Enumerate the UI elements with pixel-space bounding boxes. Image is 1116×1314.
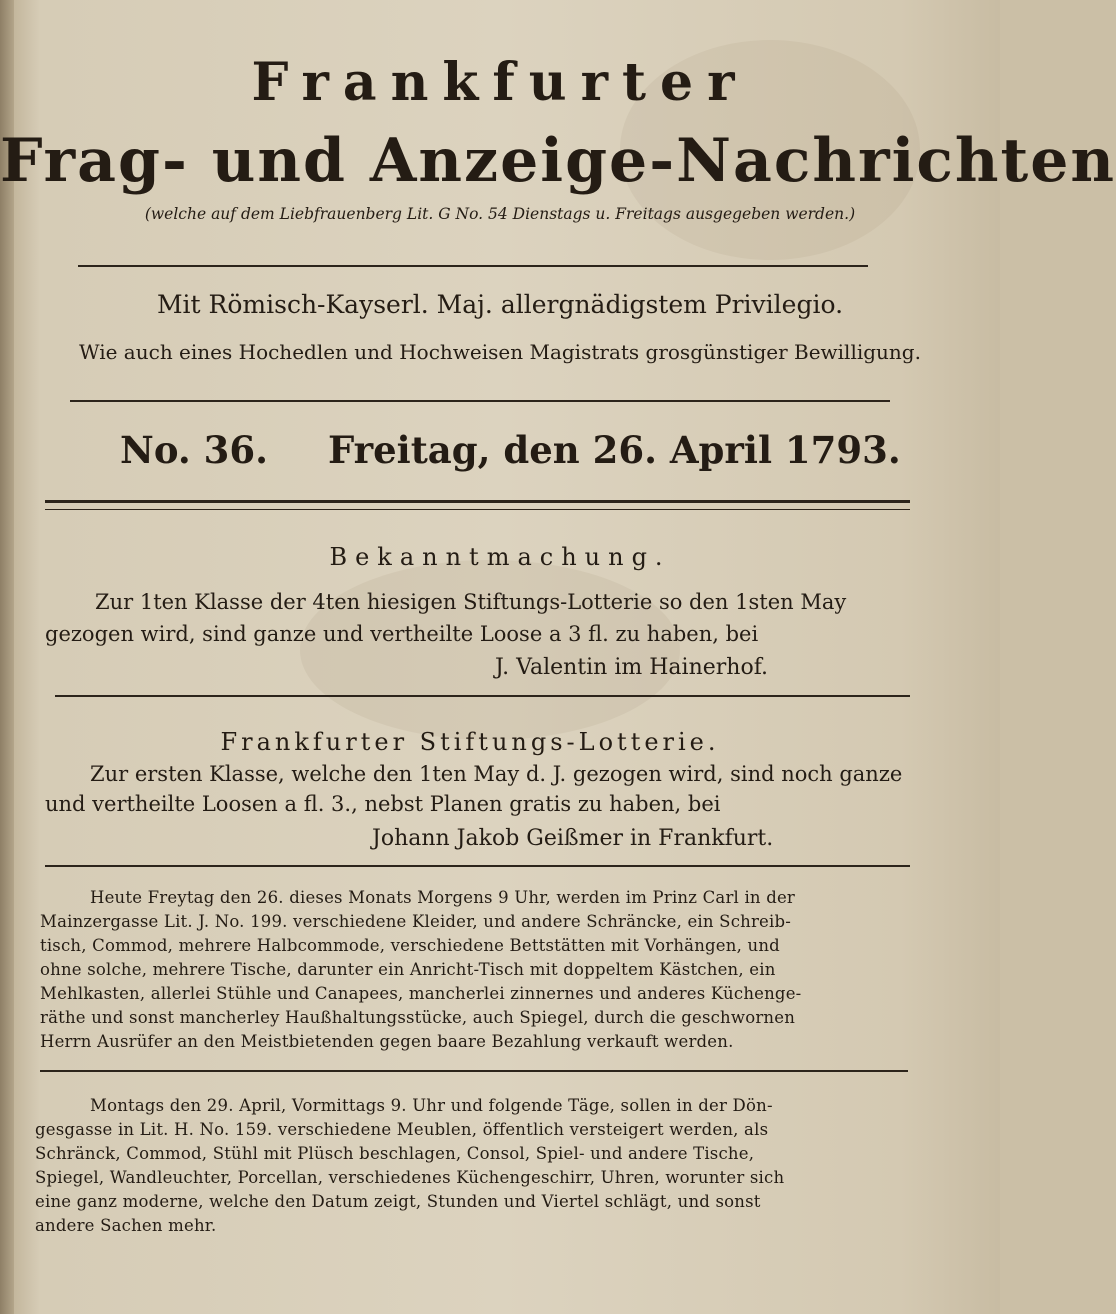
notice-heading: Frankfurter Stiftungs-Lotterie. [220,728,720,756]
notice-text-line: Herrn Ausrüfer an den Meistbietenden gegen baare Bezahlung verkauft werden. [40,1032,734,1051]
notice-text-line: Zur 1ten Klasse der 4ten hiesigen Stiftungs-Lotterie so den 1sten May [95,590,847,614]
notice-text-line: Heute Freytag den 26. dieses Monats Morgens 9 Uhr, werden im Prinz Carl in der [90,888,796,907]
page-gutter [0,0,14,1314]
issue-number: No. 36. [120,428,268,472]
divider-rule [45,865,910,867]
notice-text-line: Montags den 29. April, Vormittags 9. Uhr und folgende Täge, sollen in der Dön- [90,1096,773,1115]
notice-text-line: eine ganz moderne, welche den Datum zeigt, Stunden und Viertel schlägt, und sonst [35,1192,761,1211]
double-rule-top [45,500,910,503]
notice-signature: J. Valentin im Hainerhof. [495,655,769,680]
divider-rule [78,265,868,267]
notice-text-line: Spiegel, Wandleuchter, Porcellan, verschiedenes Küchengeschirr, Uhren, worunter sich [35,1168,785,1187]
issue-dateline [120,428,961,472]
notice-text-line: Schränck, Commod, Stühl mit Plüsch beschlagen, Consol, Spiel- und andere Tische, [35,1144,755,1163]
privilege-line1: Mit Römisch-Kayserl. Maj. allergnädigstem Privilegio. [156,290,844,319]
notice-text-line: ohne solche, mehrere Tische, darunter ein Anricht-Tisch mit doppeltem Kästchen, ein [40,960,776,979]
divider-rule [40,1070,908,1072]
publication-info: (welche auf dem Liebfrauenberg Lit. G No. 54 Dienstags u. Freitags ausgegeben werden.) [144,205,856,223]
notice-text-line: gezogen wird, sind ganze und vertheilte Loose a 3 fl. zu haben, bei [45,622,759,646]
divider-rule [70,400,890,402]
notice-heading: Bekanntmachung. [329,543,671,571]
privilege-line2: Wie auch eines Hochedlen und Hochweisen Magistrats grosgünstiger Bewilligung. [79,340,921,364]
double-rule-bottom [45,509,910,510]
notice-text-line: Mehlkasten, allerlei Stühle und Canapees, mancherlei zinnernes und anderes Küchenge- [40,984,802,1003]
masthead-title-line1: Frankfurter [251,52,749,113]
paper-stain [300,560,680,740]
notice-text-line: gesgasse in Lit. H. No. 159. verschiedene Meublen, öffentlich versteigert werden, als [35,1120,769,1139]
notice-text-line: räthe und sonst mancherley Haußhaltungsstücke, auch Spiegel, durch die geschwornen [40,1008,796,1027]
notice-text-line: Mainzergasse Lit. J. No. 199. verschiedene Kleider, und andere Schräncke, ein Schreib- [40,912,792,931]
notice-text-line: und vertheilte Loosen a fl. 3., nebst Planen gratis zu haben, bei [45,792,721,816]
notice-text-line: andere Sachen mehr. [35,1216,217,1235]
notice-text-line: tisch, Commod, mehrere Halbcommode, verschiedene Bettstätten mit Vorhängen, und [40,936,780,955]
notice-text-line: Zur ersten Klasse, welche den 1ten May d. J. gezogen wird, sind noch ganze [90,762,903,786]
masthead-title-line2: Frag- und Anzeige-Nachrichten [0,126,1116,196]
issue-date: Freitag, den 26. April 1793. [327,428,901,472]
notice-signature: Johann Jakob Geißmer in Frankfurt. [372,826,774,851]
divider-rule [55,695,910,697]
